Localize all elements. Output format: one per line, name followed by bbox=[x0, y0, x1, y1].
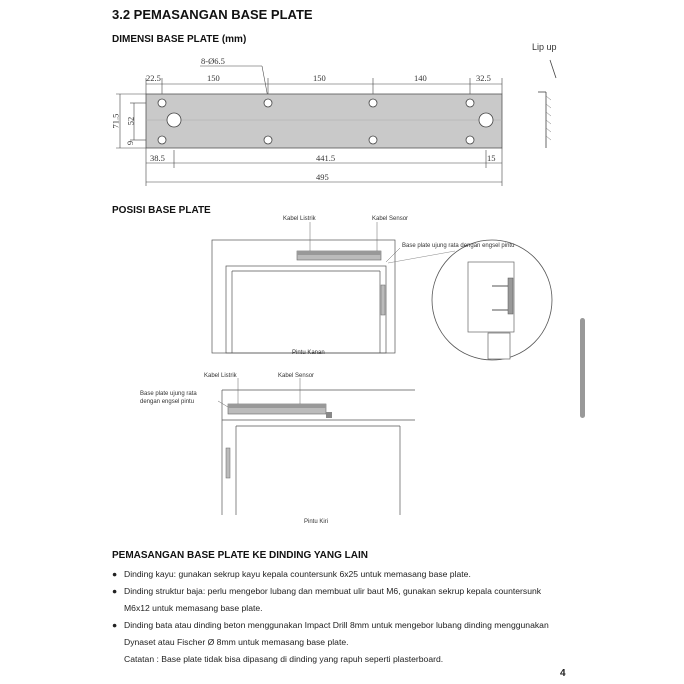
bullet-icon: ● bbox=[112, 586, 118, 596]
total-dim: 495 bbox=[316, 172, 329, 182]
top-dim-2: 150 bbox=[207, 73, 220, 83]
right-plate-note: Base plate ujung rata dengan engsel pintu bbox=[402, 243, 515, 249]
other-walls-heading: PEMASANGAN BASE PLATE KE DINDING YANG LAIN bbox=[112, 550, 368, 561]
top-dim-5: 32.5 bbox=[476, 73, 491, 83]
right-cable-sensor-label: Kabel Sensor bbox=[372, 216, 409, 222]
lip-up-label: Lip up bbox=[532, 42, 557, 52]
base-plate-shape bbox=[146, 94, 502, 148]
side-dim-hole-spacing: 52 bbox=[125, 116, 136, 126]
bullet-item: ● Dinding kayu: gunakan sekrup kayu kepala countersunk 6x25 untuk memasang base plate. bbox=[112, 566, 564, 583]
bullet-item: ● Dinding bata atau dinding beton menggunakan Impact Drill 8mm untuk mengebor lubang dinding menggunakan Dynaset atau Fischer Ø 8mm untuk memasang base plate. bbox=[112, 617, 564, 651]
note-text: Catatan : Base plate tidak bisa dipasang di dinding yang rapuh seperti plasterboard. bbox=[124, 654, 444, 664]
top-dim-4: 140 bbox=[414, 73, 427, 83]
bullet-icon: ● bbox=[112, 620, 118, 630]
side-dim-edge: 9 bbox=[125, 140, 136, 146]
left-cable-sensor-label: Kabel Sensor bbox=[278, 373, 315, 379]
bottom-dim-3: 15 bbox=[487, 153, 496, 163]
bottom-dim-1: 38.5 bbox=[150, 153, 165, 163]
section-title: 3.2 PEMASANGAN BASE PLATE bbox=[112, 7, 313, 22]
left-plate-note-line1: Base plate ujung rata bbox=[140, 391, 197, 397]
scrollbar-thumb[interactable] bbox=[580, 318, 585, 418]
page-number: 4 bbox=[560, 668, 566, 679]
wall-instructions bbox=[112, 566, 564, 668]
bullet-item: ● Dinding struktur baja: perlu mengebor lubang dan membuat ulir baut M6, gunakan sekrup kepala countersunk M6x12 untuk memasang base plate. bbox=[112, 583, 564, 617]
left-door-caption: Pintu Kiri bbox=[304, 519, 329, 525]
base-plate-dimension-drawing bbox=[0, 0, 684, 200]
left-cable-power-label: Kabel Listrik bbox=[204, 373, 237, 379]
left-plate-note-line2: dengan engsel pintu bbox=[140, 399, 195, 405]
top-dim-3: 150 bbox=[313, 73, 326, 83]
bottom-dim-2: 441.5 bbox=[316, 153, 336, 163]
hole-note: 8-Ø6.5 bbox=[201, 56, 225, 66]
right-door-caption: Pintu Kanan bbox=[292, 350, 325, 356]
side-dim-total: 71.5 bbox=[110, 113, 121, 129]
top-dim-1: 22.5 bbox=[146, 73, 161, 83]
position-heading: POSISI BASE PLATE bbox=[112, 205, 211, 216]
right-cable-power-label: Kabel Listrik bbox=[283, 216, 316, 222]
dimension-heading: DIMENSI BASE PLATE (mm) bbox=[112, 34, 247, 45]
bullet-icon: ● bbox=[112, 569, 118, 579]
